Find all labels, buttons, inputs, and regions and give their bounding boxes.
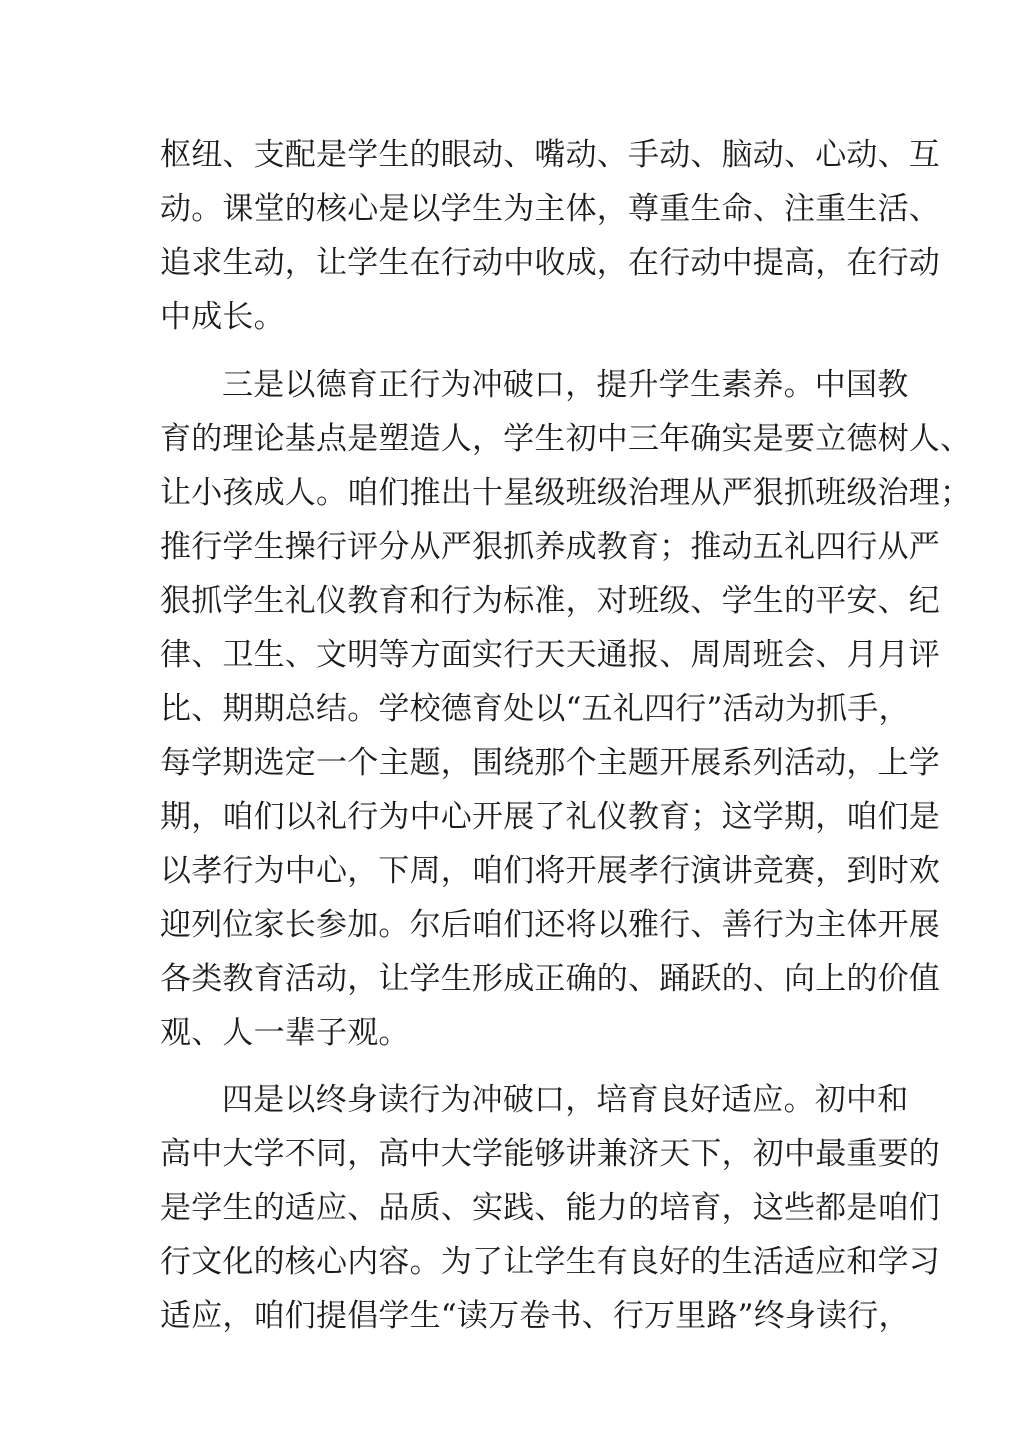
text-line: 比、期期总结。学校德育处以“五礼四行”活动为抓手， — [160, 691, 910, 727]
text-line: 是学生的适应、品质、实践、能力的培育，这些都是咱们 — [160, 1190, 940, 1226]
text-line: 推行学生操行评分从严狠抓养成教育；推动五礼四行从严 — [160, 529, 940, 565]
text-line: 枢纽、支配是学生的眼动、嘴动、手动、脑动、心动、互 — [160, 137, 940, 173]
text-line: 适应，咱们提倡学生“读万卷书、行万里路”终身读行， — [160, 1298, 910, 1334]
text-line: 行文化的核心内容。为了让学生有良好的生活适应和学习 — [160, 1244, 940, 1280]
paragraph-first-line: 三是以德育正行为冲破口，提升学生素养。中国教 — [222, 367, 909, 403]
text-line: 每学期选定一个主题，围绕那个主题开展系列活动，上学 — [160, 745, 940, 781]
paragraph-first-line: 四是以终身读行为冲破口，培育良好适应。初中和 — [222, 1082, 909, 1118]
text-line: 中成长。 — [160, 299, 285, 335]
text-line: 追求生动，让学生在行动中收成，在行动中提高，在行动 — [160, 245, 940, 281]
text-line: 动。课堂的核心是以学生为主体，尊重生命、注重生活、 — [160, 191, 940, 227]
text-line: 让小孩成人。咱们推出十星级班级治理从严狠抓班级治理； — [160, 475, 972, 511]
text-line: 期，咱们以礼行为中心开展了礼仪教育；这学期，咱们是 — [160, 799, 940, 835]
text-line: 高中大学不同，高中大学能够讲兼济天下，初中最重要的 — [160, 1136, 940, 1172]
text-line: 各类教育活动，让学生形成正确的、踊跃的、向上的价值 — [160, 961, 940, 997]
text-line: 迎列位家长参加。尔后咱们还将以雅行、善行为主体开展 — [160, 907, 940, 943]
text-line: 育的理论基点是塑造人，学生初中三年确实是要立德树人、 — [160, 421, 972, 457]
text-line: 律、卫生、文明等方面实行天天通报、周周班会、月月评 — [160, 637, 940, 673]
text-line: 以孝行为中心，下周，咱们将开展孝行演讲竞赛，到时欢 — [160, 853, 940, 889]
text-line: 观、人一辈子观。 — [160, 1015, 410, 1051]
text-line: 狠抓学生礼仪教育和行为标准，对班级、学生的平安、纪 — [160, 583, 940, 619]
